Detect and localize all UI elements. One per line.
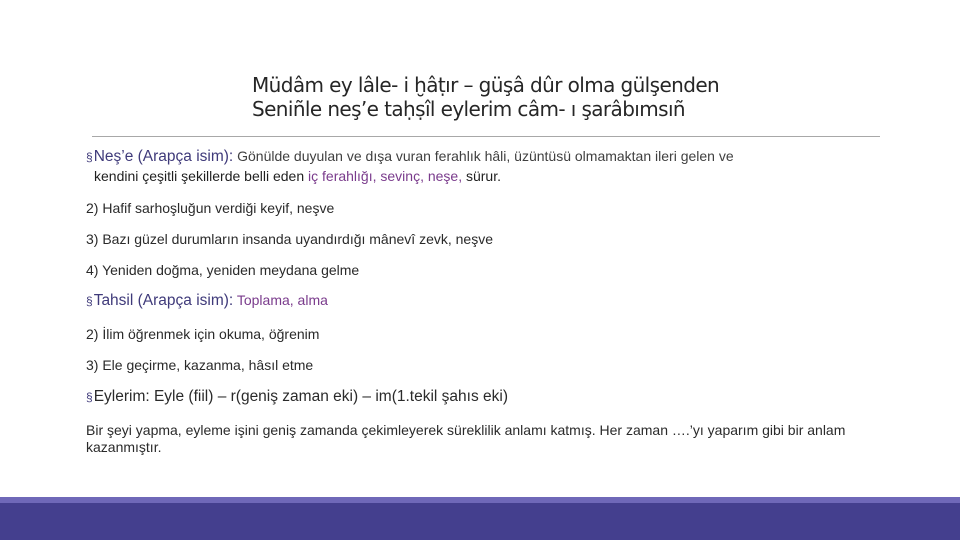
nese-item-3: 3) Bazı güzel durumların insanda uyandırdığı mânevî zevk, neşve xyxy=(86,231,493,247)
nese-definition-text: Gönülde duyulan ve dışa vuran ferahlık hâli, üzüntüsü olmamaktan ileri gelen ve xyxy=(233,148,734,164)
nese-definition-continued xyxy=(86,168,884,184)
footer-bar xyxy=(0,497,960,540)
eylerim-heading-row xyxy=(86,388,876,406)
footer-accent-line xyxy=(0,497,960,503)
nese-heading: Neş’e (Arapça isim): xyxy=(93,148,234,165)
title-line-1: Müdâm ey lâle- i ḫâṭır – güşâ dûr olma gülşenden xyxy=(252,73,720,97)
bullet-icon: § xyxy=(86,150,93,164)
bullet-icon: § xyxy=(86,294,93,308)
title-divider xyxy=(92,136,880,137)
tahsil-definition xyxy=(86,292,876,310)
nese-definition xyxy=(86,148,876,166)
nese-item-2: 2) Hafif sarhoşluğun verdiği keyif, neşve xyxy=(86,200,335,216)
tahsil-item-3: 3) Ele geçirme, kazanma, hâsıl etme xyxy=(86,357,314,373)
nese-highlight: iç ferahlığı, sevinç, neşe, xyxy=(308,168,463,184)
eylerim-heading: Eylerim: Eyle (fiil) – r(geniş zaman eki) – im(1.tekil şahıs eki) xyxy=(93,388,508,405)
tahsil-item-2: 2) İlim öğrenmek için okuma, öğrenim xyxy=(86,326,320,342)
tahsil-definition-text: Toplama, alma xyxy=(233,292,328,308)
tahsil-heading: Tahsil (Arapça isim): xyxy=(93,292,234,309)
slide-title xyxy=(252,73,892,121)
title-line-2: Seniñle neş’e taḥṣîl eylerim câm- ı şarâbımsıñ xyxy=(252,97,685,121)
nese-item-4: 4) Yeniden doğma, yeniden meydana gelme xyxy=(86,262,360,278)
nese-definition-text-3: sürur. xyxy=(462,168,501,184)
eylerim-explanation: Bir şeyi yapma, eyleme işini geniş zamanda çekimleyerek süreklilik anlamı katmış. Her zaman ….’yı yaparım gibi bir anlam kazanmıştır. xyxy=(86,422,846,455)
nese-definition-text-2: kendini çeşitli şekillerde belli eden xyxy=(94,168,309,184)
bullet-icon: § xyxy=(86,390,93,404)
